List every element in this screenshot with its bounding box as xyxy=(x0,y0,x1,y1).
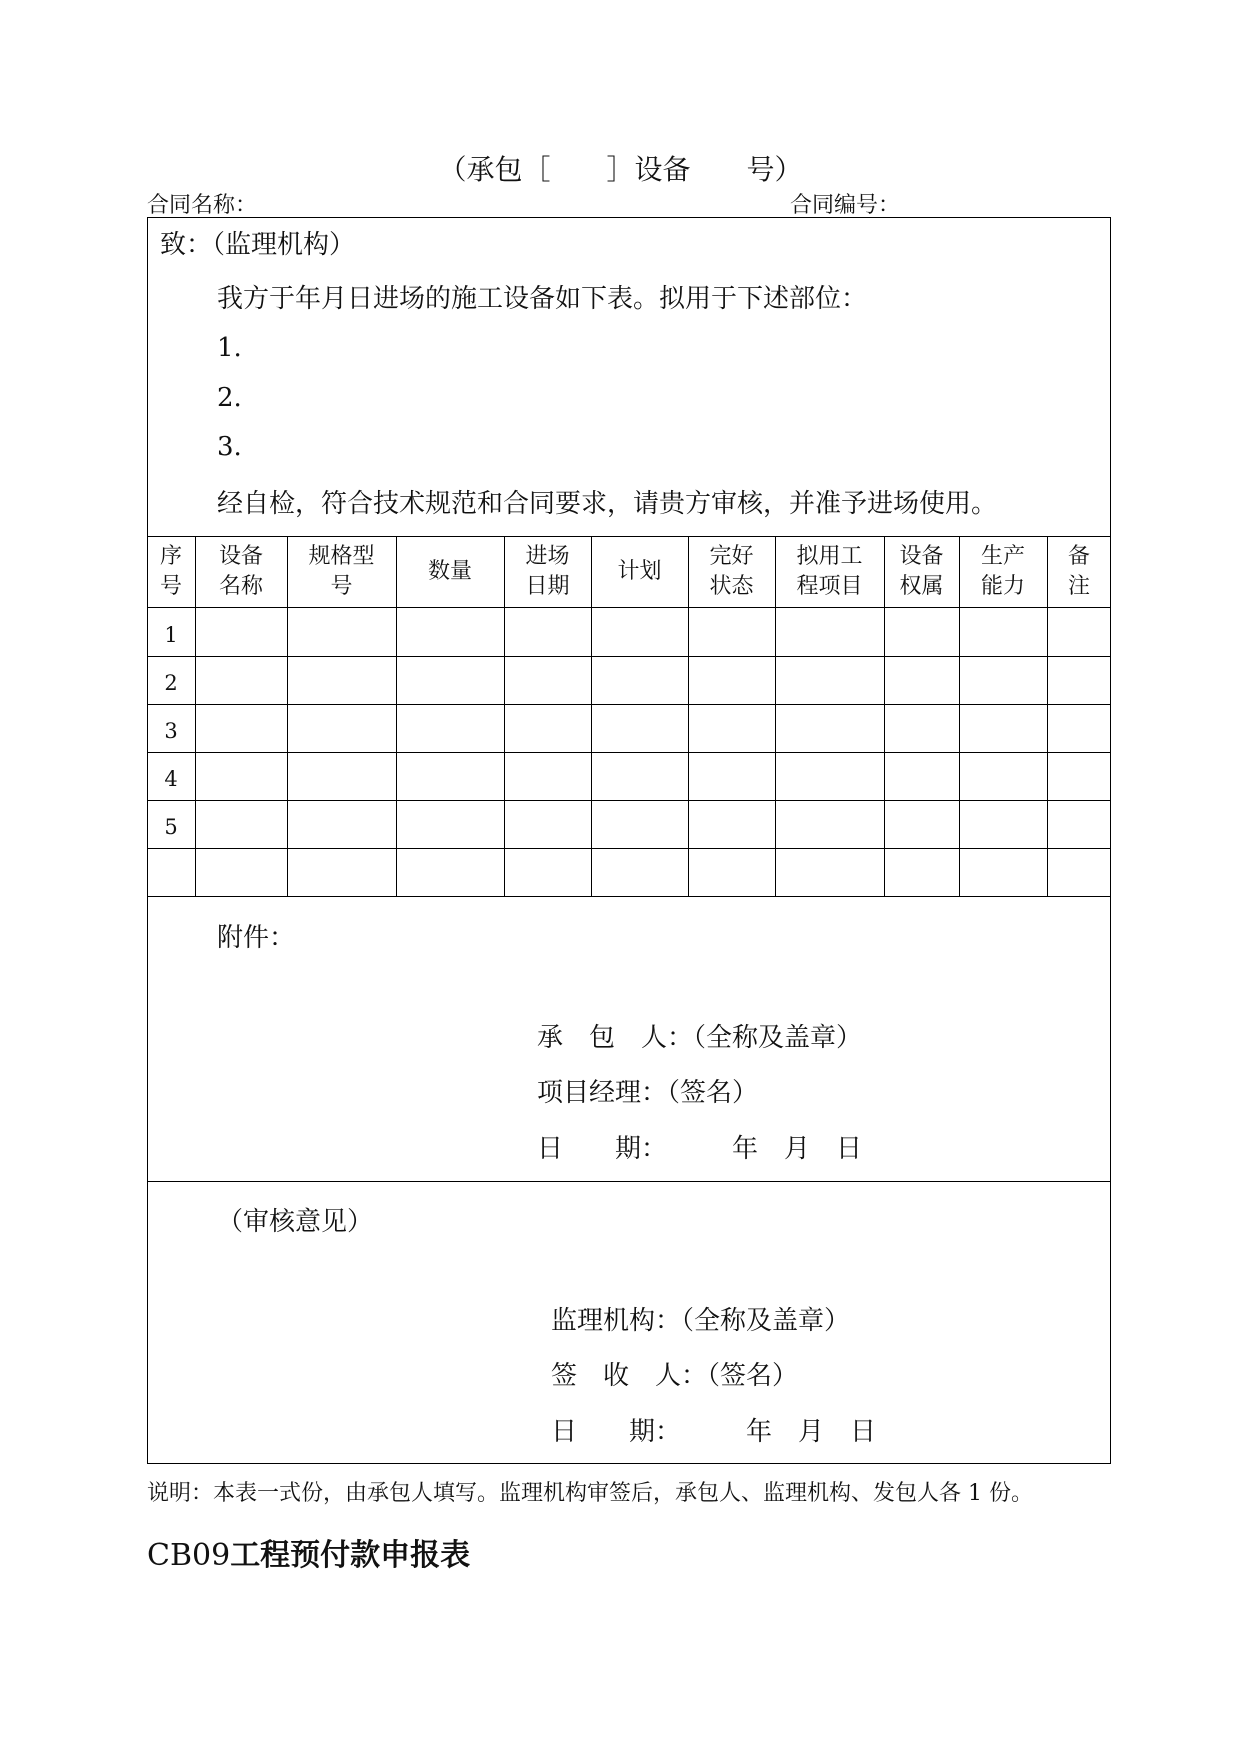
row-number: 1 xyxy=(164,623,178,647)
next-form-heading xyxy=(147,1530,470,1574)
row-number: 5 xyxy=(164,815,178,839)
row-number: 2 xyxy=(164,671,178,695)
header-cell-quantity: 数量 xyxy=(427,558,472,584)
contract-number-label: 合同编号： xyxy=(790,193,901,218)
row-divider xyxy=(147,848,1111,849)
review-date-line: 日 期： 年 月 日 xyxy=(551,1417,877,1447)
contractor-signature-line: 承 包 人：（全称及盖章） xyxy=(537,1023,863,1053)
form-title: 工程预付款申报表 xyxy=(230,1538,471,1573)
table-bottom-border xyxy=(147,896,1111,897)
row-divider xyxy=(147,800,1111,801)
row-number: 4 xyxy=(164,767,178,791)
contractor-date-line: 日 期： 年 月 日 xyxy=(537,1134,863,1164)
intro-text: 我方于年月日进场的施工设备如下表。拟用于下述部位： xyxy=(217,284,868,314)
row-divider xyxy=(147,656,1111,657)
header-cell-remarks: 备 注 xyxy=(1067,543,1090,599)
header-cell-seq: 序 号 xyxy=(159,543,182,599)
recipient-line: 致：（监理机构） xyxy=(160,230,356,260)
header-cell-model: 规格型 号 xyxy=(308,543,375,599)
receiver-line: 签 收 人：（签名） xyxy=(551,1361,799,1391)
header-cell-condition: 完好 状态 xyxy=(709,543,754,599)
item-2: 2. xyxy=(217,383,242,413)
header-cell-ownership: 设备 权属 xyxy=(899,543,944,599)
header-cell-entry-date: 进场 日期 xyxy=(525,543,570,599)
row-divider xyxy=(147,752,1111,753)
form-note: 说明：本表一式份，由承包人填写。监理机构审签后，承包人、监理机构、发包人各 1 份。 xyxy=(147,1481,1033,1506)
contract-name-label: 合同名称： xyxy=(147,193,258,218)
header-cell-equipment-name: 设备 名称 xyxy=(218,543,263,599)
header-cell-plan: 计划 xyxy=(617,558,662,584)
form-frame xyxy=(147,217,1111,1464)
item-1: 1. xyxy=(217,333,242,363)
header-cell-project: 拟用工 程项目 xyxy=(796,543,863,599)
supervision-agency-line: 监理机构：（全称及盖章） xyxy=(551,1306,851,1336)
project-manager-line: 项目经理：（签名） xyxy=(537,1078,759,1108)
row-number: 3 xyxy=(164,719,178,743)
self-check-text: 经自检，符合技术规范和合同要求，请贵方审核，并准予进场使用。 xyxy=(217,489,998,519)
attachment-label: 附件： xyxy=(217,923,296,953)
section-divider xyxy=(147,1181,1111,1182)
document-title: （承包［ ］设备 号） xyxy=(438,153,803,186)
item-3: 3. xyxy=(217,432,242,462)
header-cell-capacity: 生产 能力 xyxy=(980,543,1025,599)
row-divider xyxy=(147,704,1111,705)
form-code: CB09 xyxy=(147,1538,231,1573)
review-opinion-label: （审核意见） xyxy=(217,1207,374,1237)
table-header-bottom xyxy=(147,607,1111,608)
